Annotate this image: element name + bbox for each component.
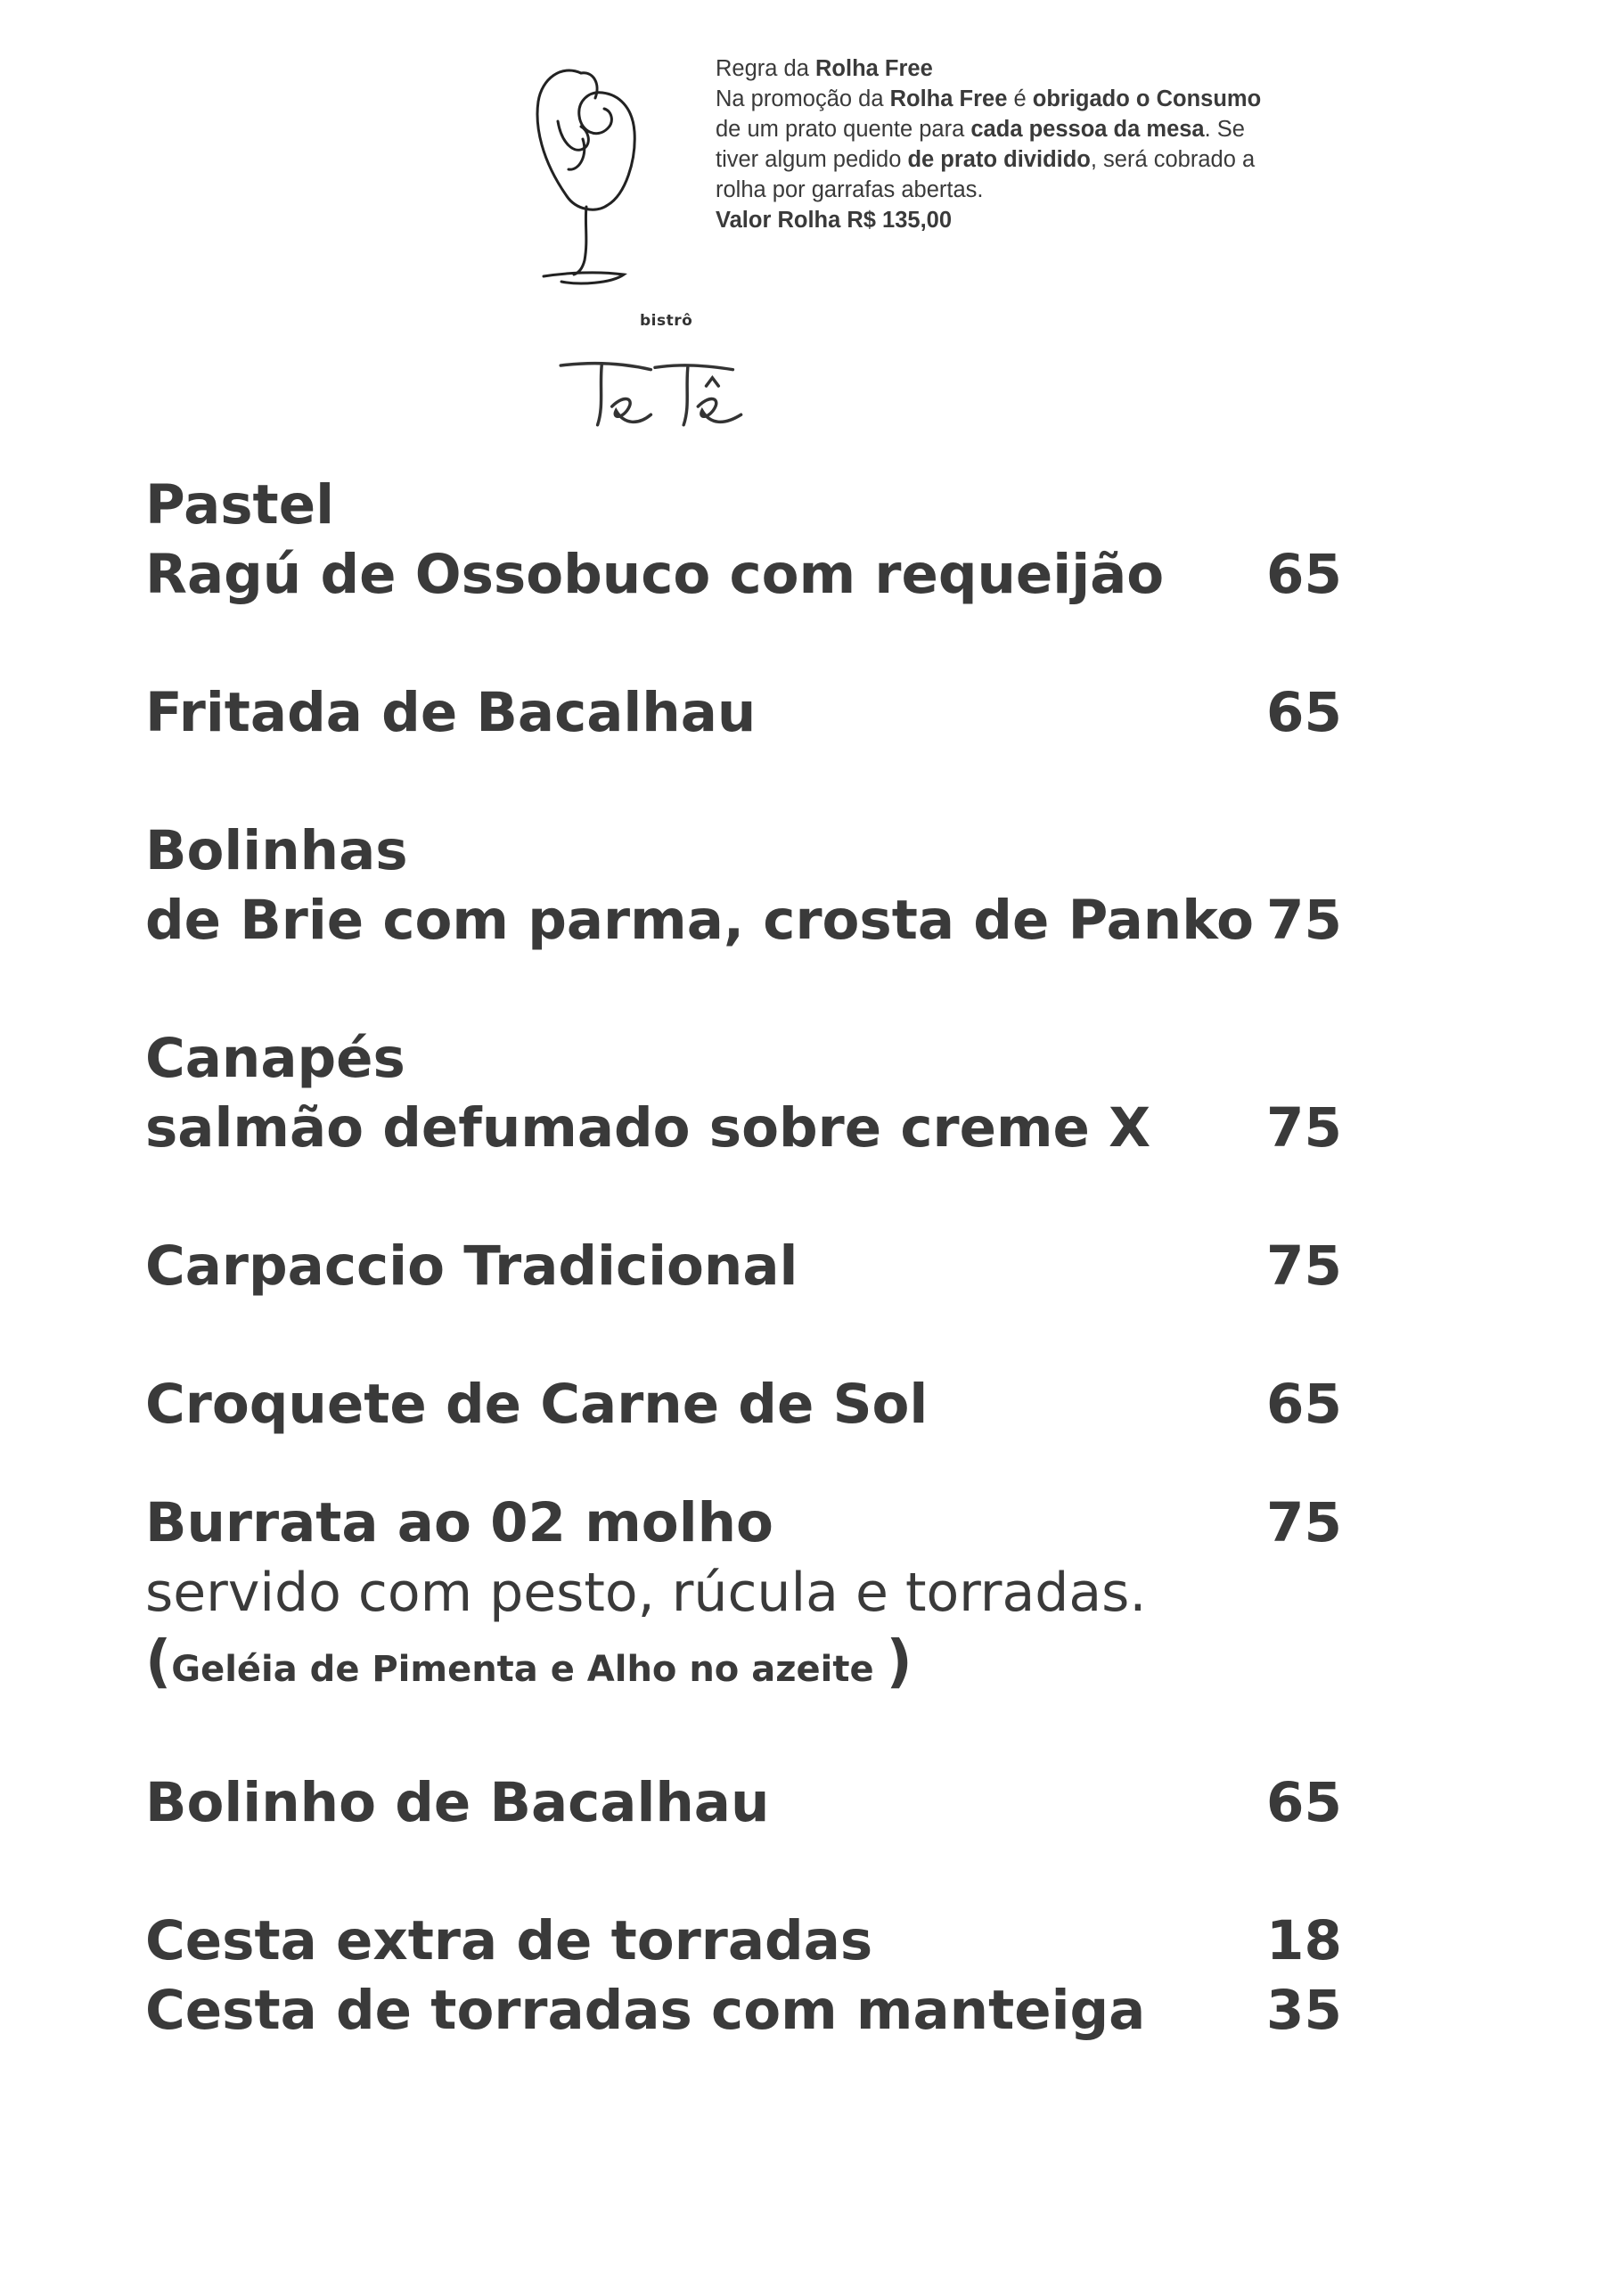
item-price: 65	[1266, 543, 1342, 606]
rules-value: Valor Rolha R$ 135,00	[716, 208, 953, 233]
item-price: 75	[1266, 1096, 1342, 1160]
item-price: 18	[1266, 1909, 1342, 1972]
menu-item-burrata	[145, 1488, 1357, 1704]
menu-item-pastel	[145, 471, 1357, 610]
rules-line-4: rolha por garrafas abertas.	[716, 177, 984, 202]
item-name: Burrata ao 02 molho	[145, 1491, 773, 1554]
item-description: servido com pesto, rúcula e torradas.	[145, 1562, 1147, 1624]
item-price: 75	[1266, 889, 1342, 952]
item-note: (Geléia de Pimenta e Alho no azeite )	[145, 1629, 912, 1695]
item-name: Fritada de Bacalhau	[145, 681, 757, 744]
menu-item-fritada	[145, 678, 1357, 748]
menu-list	[145, 471, 1357, 2046]
brand-subtitle: bistrô	[640, 312, 693, 330]
item-name: Bolinho de Bacalhau	[145, 1771, 770, 1834]
rules-title: Regra da Rolha Free	[716, 56, 933, 81]
menu-item-cesta-extra	[145, 1906, 1357, 1976]
item-title: Pastel	[145, 473, 334, 537]
item-price: 35	[1266, 1979, 1342, 2042]
item-title: Canapés	[145, 1027, 405, 1090]
menu-item-canapes	[145, 1024, 1357, 1163]
menu-item-carpaccio	[145, 1232, 1357, 1301]
item-price: 65	[1266, 681, 1342, 744]
item-price: 75	[1266, 1234, 1342, 1298]
item-name: salmão defumado sobre creme X	[145, 1096, 1151, 1160]
item-name: Cesta extra de torradas	[145, 1909, 873, 1972]
item-price: 65	[1266, 1771, 1342, 1834]
logo	[526, 18, 731, 339]
item-name: Carpaccio Tradicional	[145, 1234, 798, 1298]
menu-item-croquete	[145, 1370, 1357, 1439]
menu-item-bolinhas	[145, 816, 1357, 955]
rules-line-1: Na promoção da Rolha Free é obrigado o Consumo	[716, 86, 1262, 111]
rules-line-2: de um prato quente para cada pessoa da mesa. Se	[716, 117, 1245, 142]
menu-item-cesta-manteiga	[145, 1976, 1357, 2046]
menu-item-bolinho-bacalhau	[145, 1768, 1357, 1838]
item-price: 65	[1266, 1373, 1342, 1436]
item-title: Bolinhas	[145, 819, 408, 882]
item-price: 75	[1266, 1491, 1342, 1554]
item-name: Ragú de Ossobuco com requeijão	[145, 543, 1165, 606]
rules-line-3: tiver algum pedido de prato dividido, será cobrado a	[716, 147, 1256, 172]
item-name: Croquete de Carne de Sol	[145, 1373, 929, 1436]
item-name: de Brie com parma, crosta de Panko	[145, 889, 1255, 952]
rolha-rules	[716, 53, 1411, 235]
item-name: Cesta de torradas com manteiga	[145, 1979, 1146, 2042]
